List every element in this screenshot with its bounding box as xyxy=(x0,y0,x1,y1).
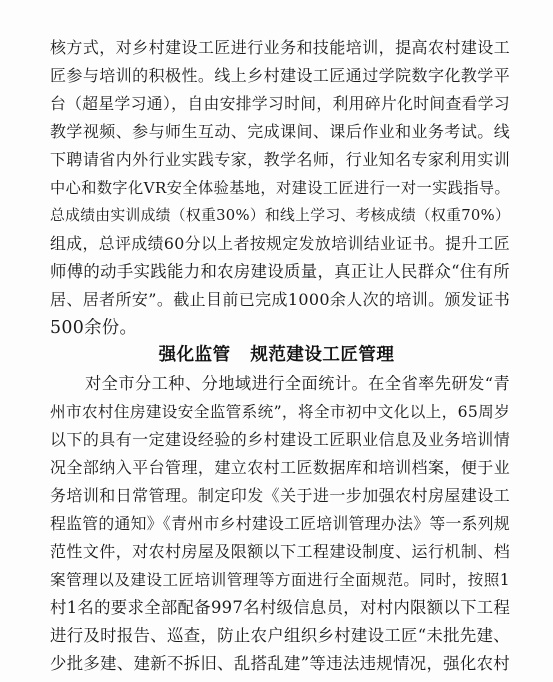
section-heading: 强化监管 规范建设工匠管理 xyxy=(158,345,395,365)
paragraph-line: 程监管的通知》《青州市乡村建设工匠培训管理办法》等一系列规 xyxy=(50,514,510,533)
paragraph-line: 教学视频、参与师生互动、完成课间、课后作业和业务考试。线 xyxy=(50,122,510,141)
paragraph-line: 核方式，对乡村建设工匠进行业务和技能培训，提高农村建设工 xyxy=(50,38,510,57)
paragraph-line: 居、居者所安”。截止目前已完成1000余人次的培训。颁发证书 xyxy=(50,290,510,309)
paragraph-line: 500余份。 xyxy=(50,318,138,338)
paragraph-line: 况全部纳入平台管理，建立农村工匠数据库和培训档案，便于业 xyxy=(50,458,510,477)
paragraph-line: 范性文件，对农村房屋及限额以下工程建设制度、运行机制、档 xyxy=(50,542,510,561)
paragraph-line: 进行及时报告、巡查，防止农户组织乡村建设工匠“未批先建、 xyxy=(50,626,510,645)
paragraph-line: 组成，总评成绩60分以上者按规定发放培训结业证书。提升工匠 xyxy=(50,234,510,253)
paragraph-line: 总成绩由实训成绩（权重30%）和线上学习、考核成绩（权重70%） xyxy=(50,207,511,224)
paragraph-line: 师傅的动手实践能力和农房建设质量，真正让人民群众“住有所 xyxy=(50,262,510,281)
paragraph-line: 少批多建、建新不拆旧、乱搭乱建”等违法违规情况，强化农村 xyxy=(50,654,510,673)
paragraph-line: 州市农村住房建设安全监管系统”，将全市初中文化以上，65周岁 xyxy=(50,403,510,421)
paragraph-line: 以下的具有一定建设经验的乡村建设工匠职业信息及业务培训情 xyxy=(50,430,510,449)
paragraph-line: 务培训和日常管理。制定印发《关于进一步加强农村房屋建设工 xyxy=(50,486,510,505)
paragraph-line: 村1名的要求全部配备997名村级信息员，对村内限额以下工程 xyxy=(50,598,511,617)
paragraph-line: 下聘请省内外行业实践专家，教学名师，行业知名专家利用实训 xyxy=(50,150,510,169)
paragraph-line: 匠参与培训的积极性。线上乡村建设工匠通过学院数字化教学平 xyxy=(50,66,510,85)
paragraph-line: 案管理以及建设工匠培训管理等方面进行全面规范。同时，按照1 xyxy=(50,571,510,589)
paragraph-line: 对全市分工种、分地域进行全面统计。在全省率先研发“青 xyxy=(85,374,510,393)
paragraph-line: 中心和数字化VR安全体验基地，对建设工匠进行一对一实践指导。 xyxy=(50,179,510,197)
paragraph-line: 台（超星学习通），自由安排学习时间，利用碎片化时间查看学习 xyxy=(50,94,510,113)
